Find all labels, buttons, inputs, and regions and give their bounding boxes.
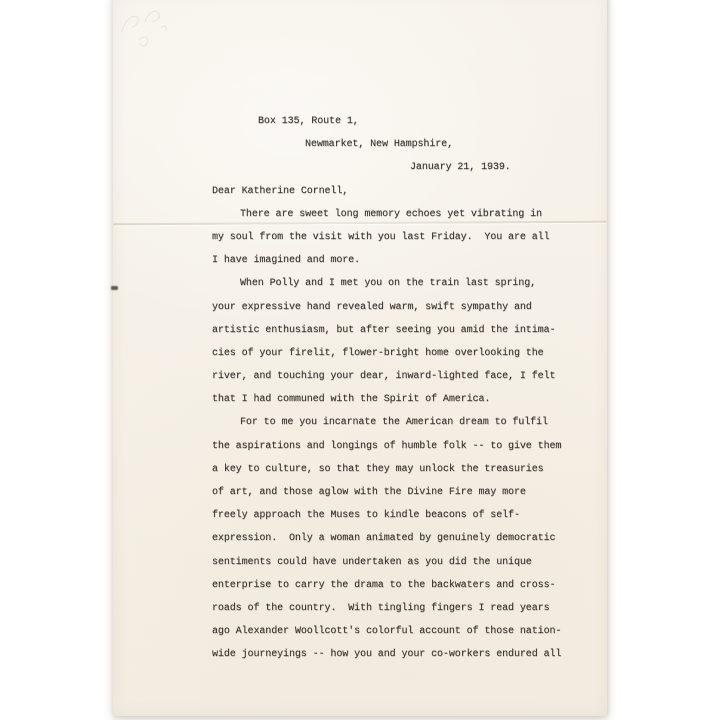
letter-line-body: cies of your firelit, flower-bright home overlooking the — [212, 347, 544, 359]
letter-paper — [113, 0, 607, 716]
letter-line-body: sentiments could have undertaken as you did the unique — [212, 556, 532, 568]
letter-line-body: freely approach the Muses to kindle beacons of self- — [212, 510, 520, 522]
letter-line-body: expression. Only a woman animated by genuinely democratic — [212, 533, 556, 545]
letter-line-body: the aspirations and longings of humble folk -- to give them — [212, 440, 562, 452]
letter-line-body: your expressive hand revealed warm, swift sympathy and — [212, 301, 532, 313]
letter-line-salutation: Dear Katherine Cornell, — [212, 185, 349, 197]
letter-line-body: ago Alexander Woollcott's colorful account of those nation- — [212, 626, 562, 638]
letter-line-body: that I had communed with the Spirit of America. — [212, 394, 491, 406]
letter-line-body: enterprise to carry the drama to the backwaters and cross- — [212, 579, 556, 591]
letter-line-body: wide journeyings -- how you and your co-workers endured all — [212, 649, 562, 661]
letter-line-address: Box 135, Route 1, — [258, 116, 359, 127]
pencil-smudge-marks — [115, 0, 185, 55]
letter-line-body: When Polly and I met you on the train last spring, — [240, 278, 537, 290]
letter-line-date: January 21, 1939. — [410, 162, 511, 174]
letter-line-body: of art, and those aglow with the Divine Fire may more — [212, 487, 526, 498]
ink-mark — [111, 286, 118, 290]
letter-line-address: Newmarket, New Hampshire, — [305, 139, 454, 151]
letter-line-body: artistic enthusiasm, but after seeing you amid the intima- — [212, 324, 556, 336]
letter-line-body: I have imagined and more. — [212, 255, 361, 267]
letter-line-body: my soul from the visit with you last Friday. You are all — [212, 231, 550, 243]
letter-line-body: a key to culture, so that they may unlock the treasuries — [212, 463, 544, 475]
letter-line-body: river, and touching your dear, inward-lighted face, I felt — [212, 371, 556, 383]
letter-line-body: roads of the country. With tingling fingers I read years — [212, 602, 550, 614]
letter-line-body: There are sweet long memory echoes yet vibrating in — [240, 208, 542, 220]
letter-text — [212, 110, 582, 667]
letter-line-body: For to me you incarnate the American dream to fulfil — [240, 417, 548, 429]
